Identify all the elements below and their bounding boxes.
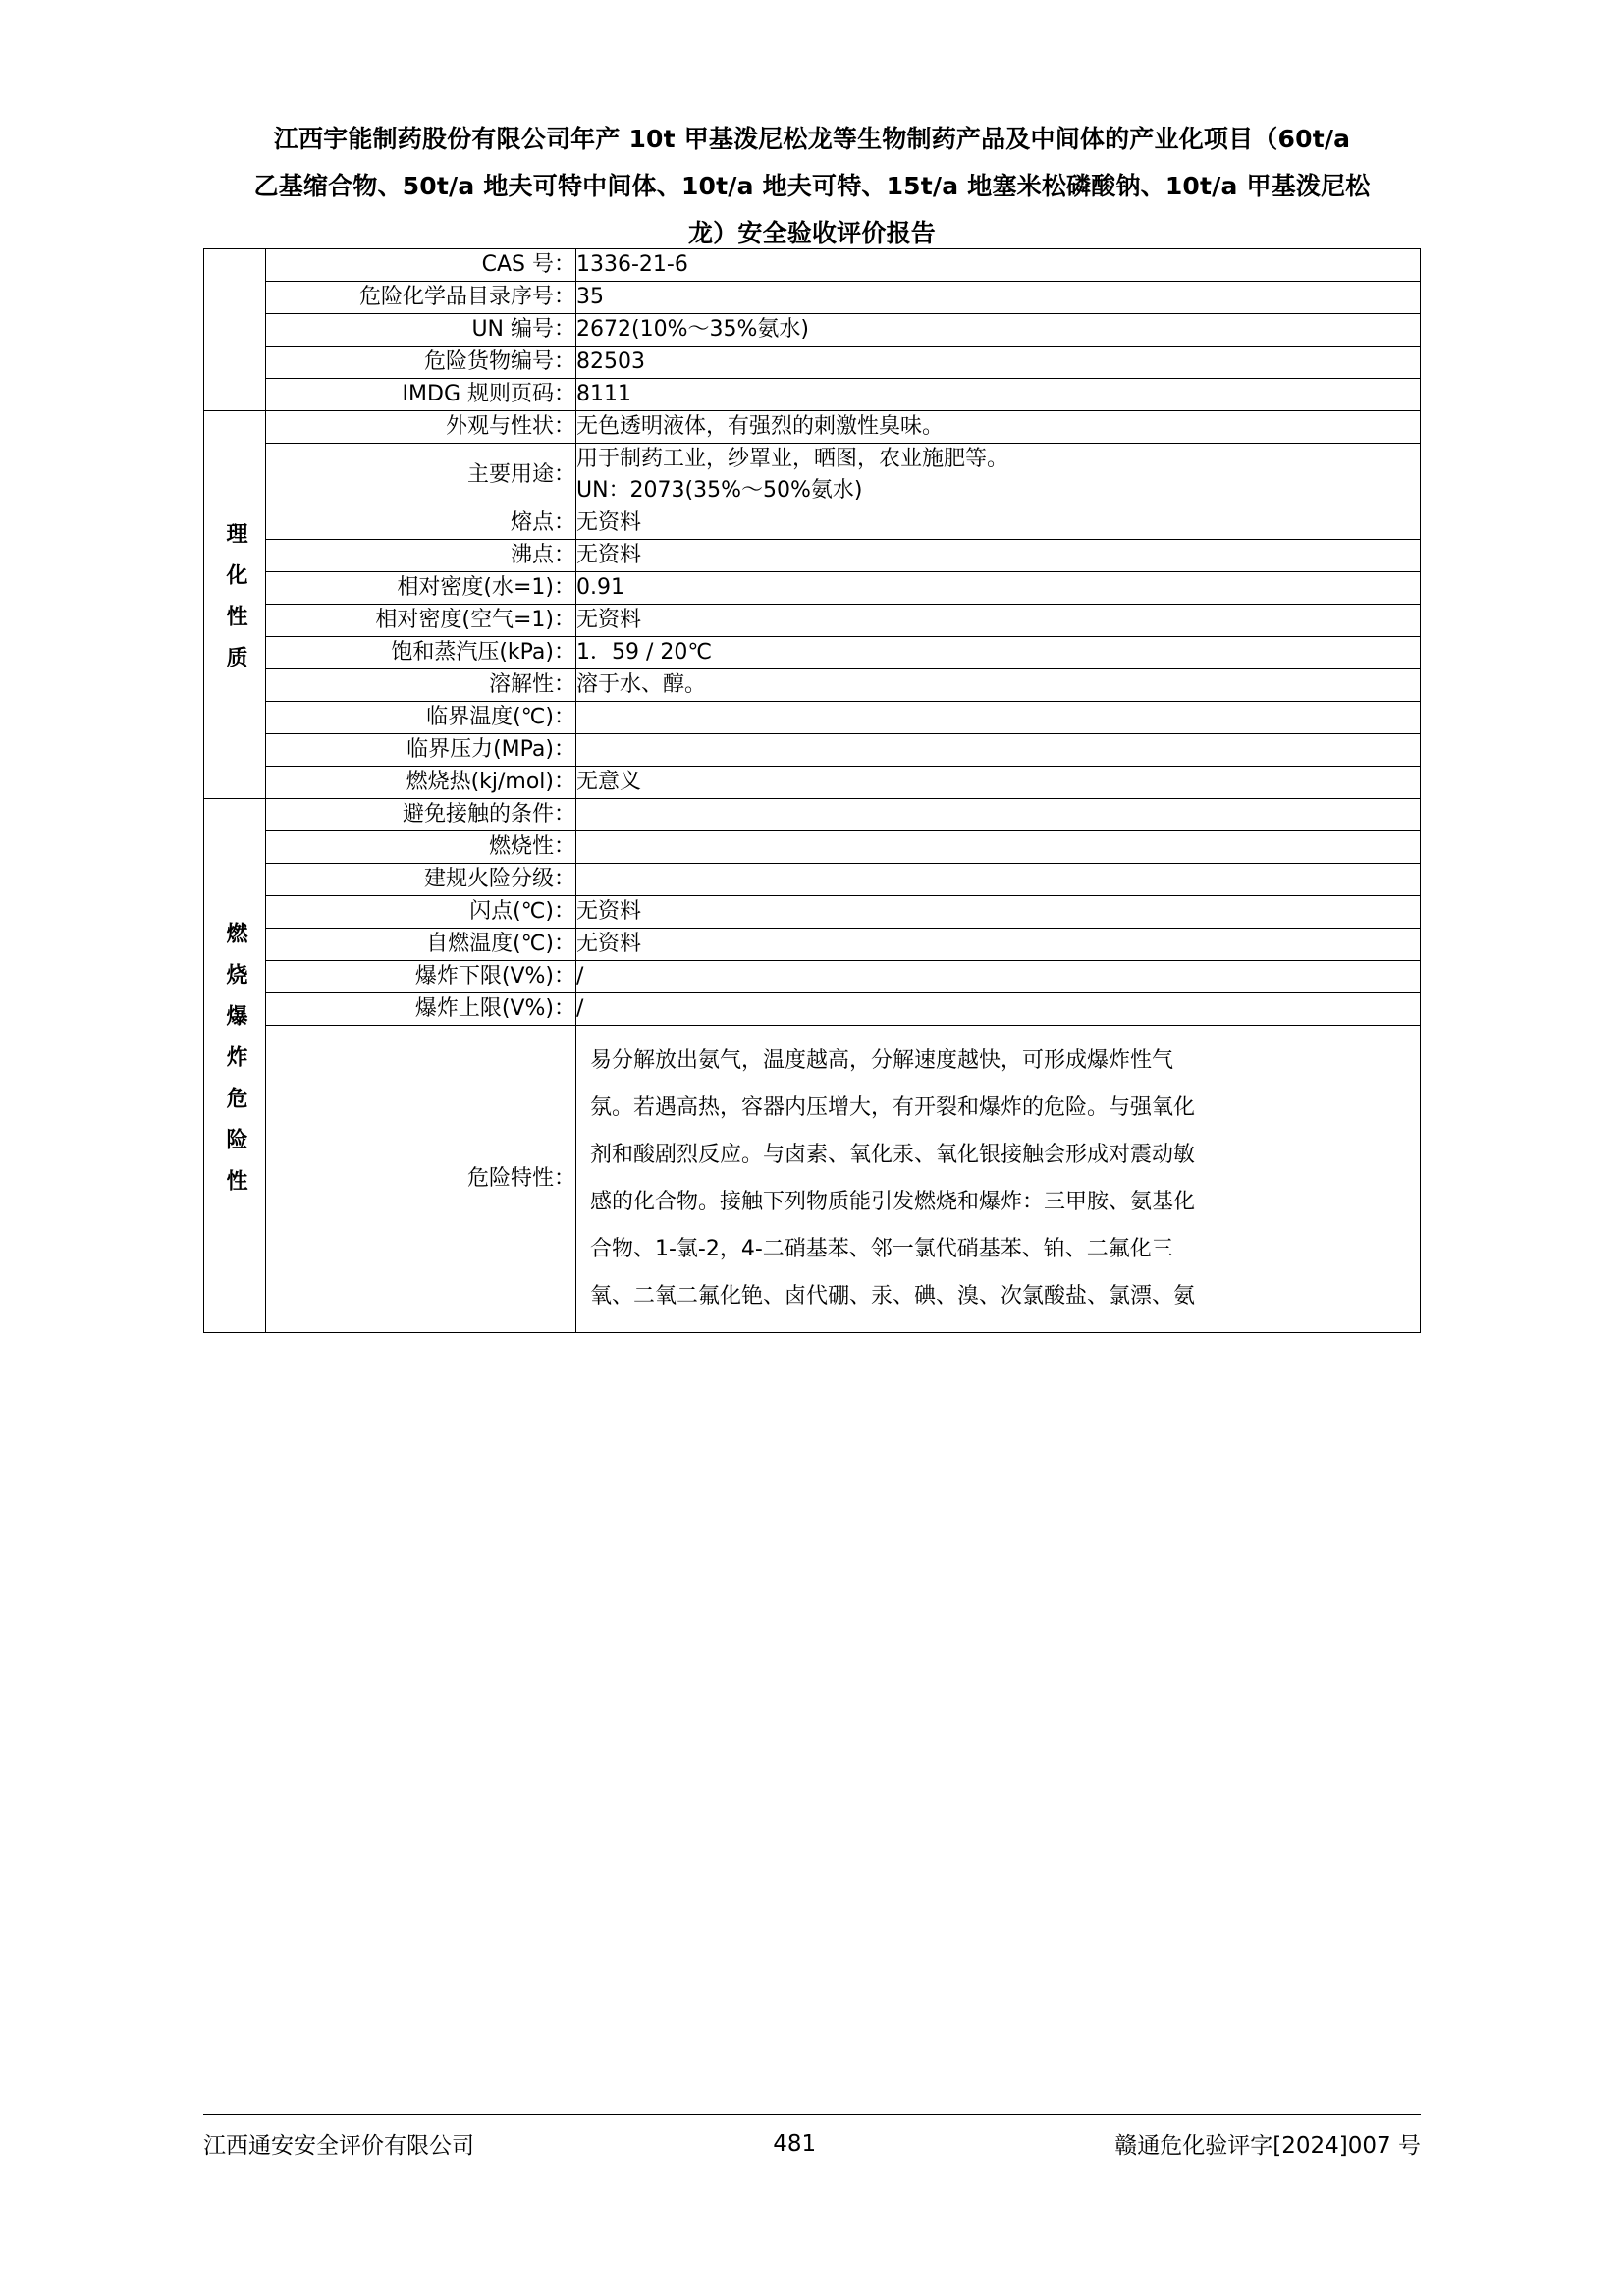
table-row	[204, 249, 1421, 282]
row-value: 无资料	[576, 507, 1421, 540]
hazard-line-5: 合物、1-氯-2，4-二硝基苯、邻一氯代硝基苯、铂、二氟化三	[590, 1237, 1173, 1261]
table-row	[204, 702, 1421, 734]
table-row	[204, 961, 1421, 993]
table-row	[204, 831, 1421, 864]
header-line-3: 龙）安全验收评价报告	[687, 219, 936, 247]
row-value: 82503	[576, 347, 1421, 379]
hazard-line-3: 剂和酸剧烈反应。与卤素、氧化汞、氧化银接触会形成对震动敏	[590, 1143, 1196, 1167]
table-row	[204, 799, 1421, 831]
row-value-line-2: UN：2073(35%～50%氨水)	[576, 478, 863, 503]
row-label: 沸点：	[266, 540, 576, 572]
footer-page-number: 481	[773, 2130, 817, 2157]
row-label: 爆炸上限(V%)：	[266, 993, 576, 1026]
row-value: 溶于水、醇。	[576, 669, 1421, 702]
table-row	[204, 605, 1421, 637]
page-footer	[203, 2114, 1421, 2160]
row-value: 0.91	[576, 572, 1421, 605]
row-value: 2672(10%～35%氨水)	[576, 314, 1421, 347]
row-label: 相对密度(水=1)：	[266, 572, 576, 605]
row-value: 无资料	[576, 929, 1421, 961]
table-row	[204, 314, 1421, 347]
hazard-line-1: 易分解放出氨气，温度越高，分解速度越快，可形成爆炸性气	[590, 1048, 1174, 1073]
table-row	[204, 572, 1421, 605]
group-cell-identifiers	[204, 249, 266, 411]
header-line-1: 江西宇能制药股份有限公司年产 10t 甲基泼尼松龙等生物制药产品及中间体的产业化项目（60t/a	[273, 125, 1351, 153]
row-label: IMDG 规则页码：	[266, 379, 576, 411]
table-row	[204, 896, 1421, 929]
row-value	[576, 831, 1421, 864]
row-value: 无资料	[576, 896, 1421, 929]
row-label: 临界压力(MPa)：	[266, 734, 576, 767]
row-label: 危险货物编号：	[266, 347, 576, 379]
group-cell-combustion	[204, 799, 266, 1333]
row-label: 爆炸下限(V%)：	[266, 961, 576, 993]
row-label: 建规火险分级：	[266, 864, 576, 896]
row-label: 临界温度(℃)：	[266, 702, 576, 734]
row-label: 避免接触的条件：	[266, 799, 576, 831]
table-row	[204, 669, 1421, 702]
table-row	[204, 637, 1421, 669]
chemical-properties-table	[203, 248, 1421, 1333]
hazard-line-2: 氛。若遇高热，容器内压增大，有开裂和爆炸的危险。与强氧化	[590, 1095, 1196, 1120]
table-row-hazard	[204, 1026, 1421, 1333]
row-value: 1．59 / 20℃	[576, 637, 1421, 669]
row-label: CAS 号：	[266, 249, 576, 282]
row-value: 无色透明液体，有强烈的刺激性臭味。	[576, 411, 1421, 444]
row-label: 危险化学品目录序号：	[266, 282, 576, 314]
table-row	[204, 929, 1421, 961]
table-row	[204, 379, 1421, 411]
table-row	[204, 767, 1421, 799]
row-label: 闪点(℃)：	[266, 896, 576, 929]
row-label-hazard: 危险特性：	[266, 1026, 576, 1333]
row-label: 主要用途：	[266, 444, 576, 507]
footer-company: 江西通安安全评价有限公司	[203, 2133, 474, 2159]
row-value: 8111	[576, 379, 1421, 411]
page-header	[203, 116, 1421, 257]
hazard-line-4: 感的化合物。接触下列物质能引发燃烧和爆炸：三甲胺、氨基化	[590, 1190, 1196, 1214]
row-value	[576, 864, 1421, 896]
row-value	[576, 799, 1421, 831]
row-value-hazard	[576, 1026, 1421, 1333]
table-row	[204, 507, 1421, 540]
row-label: 溶解性：	[266, 669, 576, 702]
hazard-line-6: 氧、二氧二氟化铯、卤代硼、汞、碘、溴、次氯酸盐、氯漂、氨	[590, 1284, 1196, 1308]
table-row	[204, 347, 1421, 379]
row-label: 熔点：	[266, 507, 576, 540]
row-value	[576, 734, 1421, 767]
table-row	[204, 444, 1421, 507]
table-row	[204, 540, 1421, 572]
row-label: 饱和蒸汽压(kPa)：	[266, 637, 576, 669]
group-label-physical: 理化性质	[223, 522, 247, 687]
table-row	[204, 282, 1421, 314]
row-value: 无资料	[576, 605, 1421, 637]
table-row	[204, 411, 1421, 444]
header-line-2: 乙基缩合物、50t/a 地夫可特中间体、10t/a 地夫可特、15t/a 地塞米松磷酸钠、10t/a 甲基泼尼松	[253, 172, 1371, 200]
row-value: 1336-21-6	[576, 249, 1421, 282]
row-value: 35	[576, 282, 1421, 314]
row-label: 燃烧热(kj/mol)：	[266, 767, 576, 799]
row-label: UN 编号：	[266, 314, 576, 347]
group-cell-physical	[204, 411, 266, 799]
row-value: /	[576, 993, 1421, 1026]
table-row	[204, 734, 1421, 767]
row-value: /	[576, 961, 1421, 993]
table-row	[204, 993, 1421, 1026]
group-label-combustion: 燃烧爆炸危险性	[223, 921, 247, 1210]
table-row	[204, 864, 1421, 896]
row-label: 相对密度(空气=1)：	[266, 605, 576, 637]
row-value: 无意义	[576, 767, 1421, 799]
row-label: 燃烧性：	[266, 831, 576, 864]
row-label: 自燃温度(℃)：	[266, 929, 576, 961]
row-value-line-1: 用于制药工业，纱罩业，晒图，农业施肥等。	[576, 447, 1009, 471]
row-value: 无资料	[576, 540, 1421, 572]
footer-document-number: 赣通危化验评字[2024]007 号	[1114, 2133, 1421, 2159]
row-value-multiline	[576, 444, 1421, 507]
row-value	[576, 702, 1421, 734]
row-label: 外观与性状：	[266, 411, 576, 444]
